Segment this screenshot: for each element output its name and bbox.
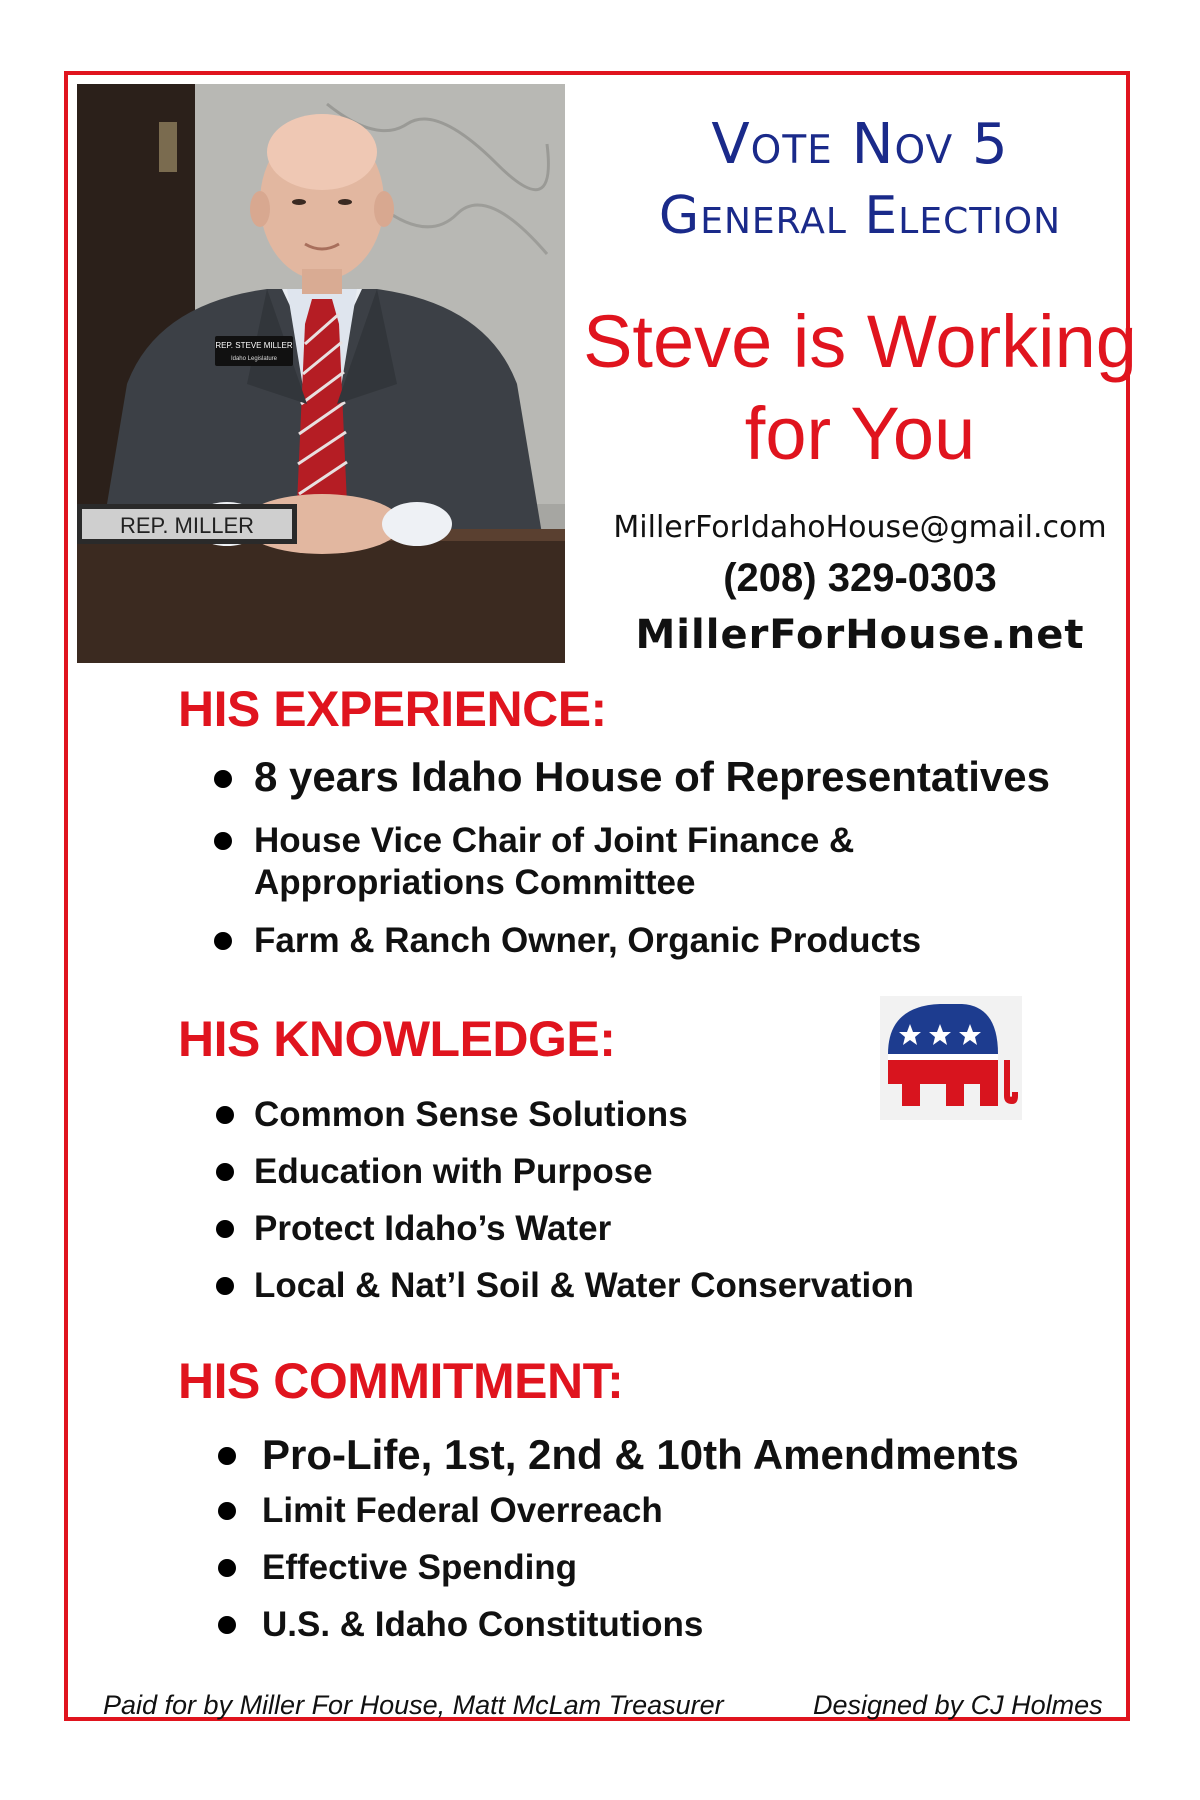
list-item-text: Common Sense Solutions <box>254 1095 688 1134</box>
list-item <box>218 1490 1019 1547</box>
list-item-text: Pro-Life, 1st, 2nd & 10th Amendments <box>262 1431 1019 1478</box>
paid-for-disclaimer: Paid for by Miller For House, Matt McLam Treasurer <box>103 1690 724 1720</box>
phone-number[interactable]: (208) 329-0303 <box>723 556 997 600</box>
list-item-text: U.S. & Idaho Constitutions <box>262 1605 704 1644</box>
knowledge-list <box>216 1094 914 1322</box>
list-item-text: Local & Nat’l Soil & Water Conservation <box>254 1266 914 1305</box>
headline <box>580 296 1140 480</box>
list-item-text: Effective Spending <box>262 1548 578 1587</box>
bullet-dot-icon <box>218 1559 236 1577</box>
list-item-text: Education with Purpose <box>254 1152 653 1191</box>
candidate-photo <box>77 84 565 663</box>
vote-date: Vote Nov 5 <box>711 112 1009 177</box>
bullet-dot-icon <box>214 932 232 950</box>
headline-line-2: for You <box>744 392 976 475</box>
bullet-dot-icon <box>218 1447 236 1465</box>
bullet-dot-icon <box>214 832 232 850</box>
list-item <box>214 920 1050 962</box>
list-item <box>214 862 1050 908</box>
list-item-text: Protect Idaho’s Water <box>254 1209 612 1248</box>
bullet-dot-icon <box>216 1106 234 1124</box>
list-item-text: 8 years Idaho House of Representatives <box>254 753 1050 800</box>
list-item <box>218 1547 1019 1604</box>
list-item <box>218 1604 1019 1661</box>
bullet-dot-icon <box>218 1502 236 1520</box>
list-item <box>214 752 1050 810</box>
list-item <box>216 1265 914 1322</box>
email-address[interactable]: MillerForIdahoHouse@gmail.com <box>613 510 1107 545</box>
designer-credit: Designed by CJ Holmes <box>813 1690 1103 1720</box>
bullet-dot-icon <box>216 1220 234 1238</box>
bullet-dot-icon <box>214 770 232 788</box>
experience-list <box>214 752 1050 962</box>
headline-line-1: Steve is Working <box>583 300 1137 383</box>
name-badge-subtext: Idaho Legislature <box>230 356 278 362</box>
commitment-heading: HIS COMMITMENT: <box>178 1353 624 1409</box>
list-item <box>216 1208 914 1265</box>
nameplate: REP. MILLER <box>119 513 255 538</box>
bullet-dot-icon <box>216 1277 234 1295</box>
bullet-dot-icon <box>218 1616 236 1634</box>
republican-elephant-icon <box>880 996 1022 1120</box>
bullet-dot-icon <box>216 1163 234 1181</box>
list-item-text: Farm & Ranch Owner, Organic Products <box>254 921 922 960</box>
knowledge-heading: HIS KNOWLEDGE: <box>178 1011 616 1067</box>
experience-heading: HIS EXPERIENCE: <box>178 681 607 737</box>
name-badge: REP. STEVE MILLER <box>215 341 293 350</box>
list-item <box>218 1430 1019 1490</box>
commitment-list <box>218 1430 1019 1661</box>
website-link[interactable]: MillerForHouse.net <box>635 612 1085 658</box>
list-item-text: House Vice Chair of Joint Finance & <box>254 821 855 860</box>
list-item <box>216 1151 914 1208</box>
election-type: General Election <box>658 186 1062 246</box>
list-item <box>216 1094 914 1151</box>
list-item <box>214 820 1050 862</box>
list-item-text: Limit Federal Overreach <box>262 1491 663 1530</box>
list-item-text: Appropriations Committee <box>254 863 696 902</box>
